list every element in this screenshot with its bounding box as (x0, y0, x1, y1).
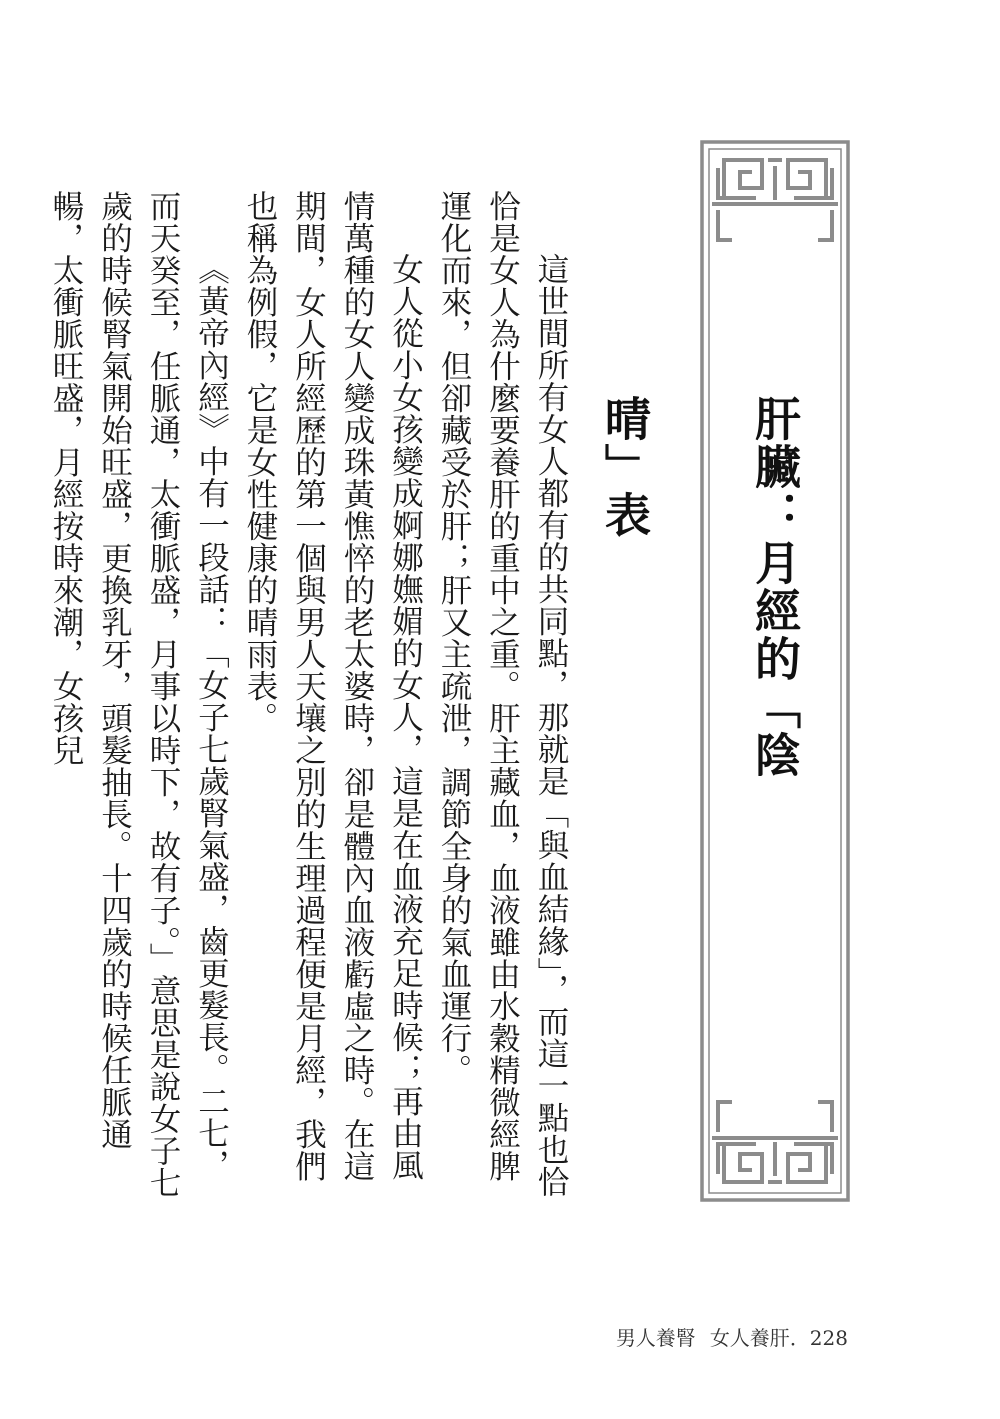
chapter-title: 肝臟：月經的「陰晴」表 (598, 395, 802, 779)
paragraph: 《黃帝內經》中有一段話：「女子七歲腎氣盛，齒更髮長。二七，而天癸至，任脈通，太衝脈盛，月事以時下，故有子。」意思是說女子七歲的時候腎氣開始旺盛，更換乳牙，頭髮抽長。十四歲的時候任脈通暢，太衝脈旺盛，月經按時來潮，女孩兒 (48, 190, 230, 1199)
book-title-part-1: 男人養腎 (615, 1326, 696, 1350)
chapter-title-panel (598, 140, 850, 1202)
page-number: ．228 (789, 1326, 848, 1350)
body-text (48, 190, 575, 1210)
page-footer (616, 1322, 848, 1351)
book-title-part-2: 女人養肝 (709, 1326, 790, 1350)
paragraph: 這世間所有女人都有的共同點，那就是「與血結緣」，而這一點也恰恰是女人為什麼要養肝的重中之重。肝主藏血，血液雖由水穀精微經脾運化而來，但卻藏受於肝；肝又主疏泄，調節全身的氣血運行。 (436, 190, 569, 1198)
paragraph: 女人從小女孩變成婀娜嫵媚的女人，這是在血液充足時候；再由風情萬種的女人變成珠黃憔悴的老太婆時，卻是體內血液虧虛之時。在這期間，女人所經歷的第一個與男人天壤之別的生理過程便是月經，我們也稱為例假，它是女性健康的晴雨表。 (242, 190, 424, 1182)
